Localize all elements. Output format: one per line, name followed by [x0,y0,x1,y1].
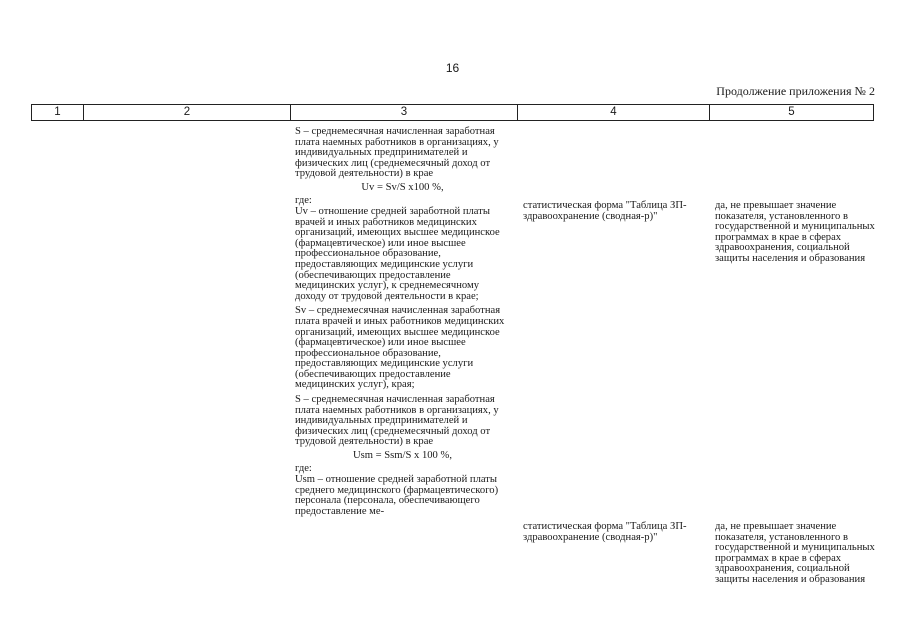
data-source-1: статистическая форма "Таблица ЗП-здравоохранение (сводная-р)" [523,200,687,222]
header-cell-2: 2 [84,105,291,120]
sv-definition: Sv – среднемесячная начисленная заработная плата врачей и иных работников медицинских организаций, имеющих высшее медицинское (фармацевтическое) или иное высшее профессиональное образование, предоставляющих медицинские услуги (обеспечивающих предоставление медицинских услуг), края; [295,305,505,391]
header-cell-4: 4 [518,105,710,120]
comparison-note-1: да, не превышает значение показателя, установленного в государственной и муниципальных программах в крае в сферах здравоохранения, социальной защиты населения и образования [715,200,875,264]
table-header-row [31,104,874,121]
where-label-1: где: [295,194,312,206]
s-definition-1: S – среднемесячная начисленная заработная плата наемных работников в организациях, у индивидуальных предпринимателей и физических лиц (среднемесячный доход от трудовой деятельности) в крае [295,126,499,180]
page-number: 16 [445,61,460,75]
appendix-continuation-label: Продолжение приложения № 2 [716,84,875,98]
s-definition-2: S – среднемесячная начисленная заработная плата наемных работников в организациях, у индивидуальных предпринимателей и физических лиц (среднемесячный доход от трудовой деятельности) в крае [295,394,499,448]
formula-uv: Uv = Sv/S x100 %, [361,181,444,193]
data-source-2: статистическая форма "Таблица ЗП-здравоохранение (сводная-р)" [523,521,687,543]
header-cell-1: 1 [32,105,84,120]
column-3-content [295,127,510,517]
comparison-note-2: да, не превышает значение показателя, установленного в государственной и муниципальных программах в крае в сферах здравоохранения, социальной защиты населения и образования [715,521,875,585]
usm-definition: Usm – отношение средней заработной платы среднего медицинского (фармацевтического) персонала (персонала, обеспечивающего предоставление ме- [295,474,499,517]
header-cell-3: 3 [291,105,518,120]
header-cell-5: 5 [788,106,795,118]
uv-definition: Uv – отношение средней заработной платы врачей и иных работников медицинских организаций, имеющих высшее медицинское (фармацевтическое) или иное высшее профессиональное образование, предоставляющих медицинские услуги (обеспечивающих предоставление медицинских услуг), к среднемесячному доходу от трудовой деятельности в крае; [295,205,500,302]
formula-usm: Usm = Ssm/S x 100 %, [353,450,452,462]
where-label-2: где: [295,463,312,475]
